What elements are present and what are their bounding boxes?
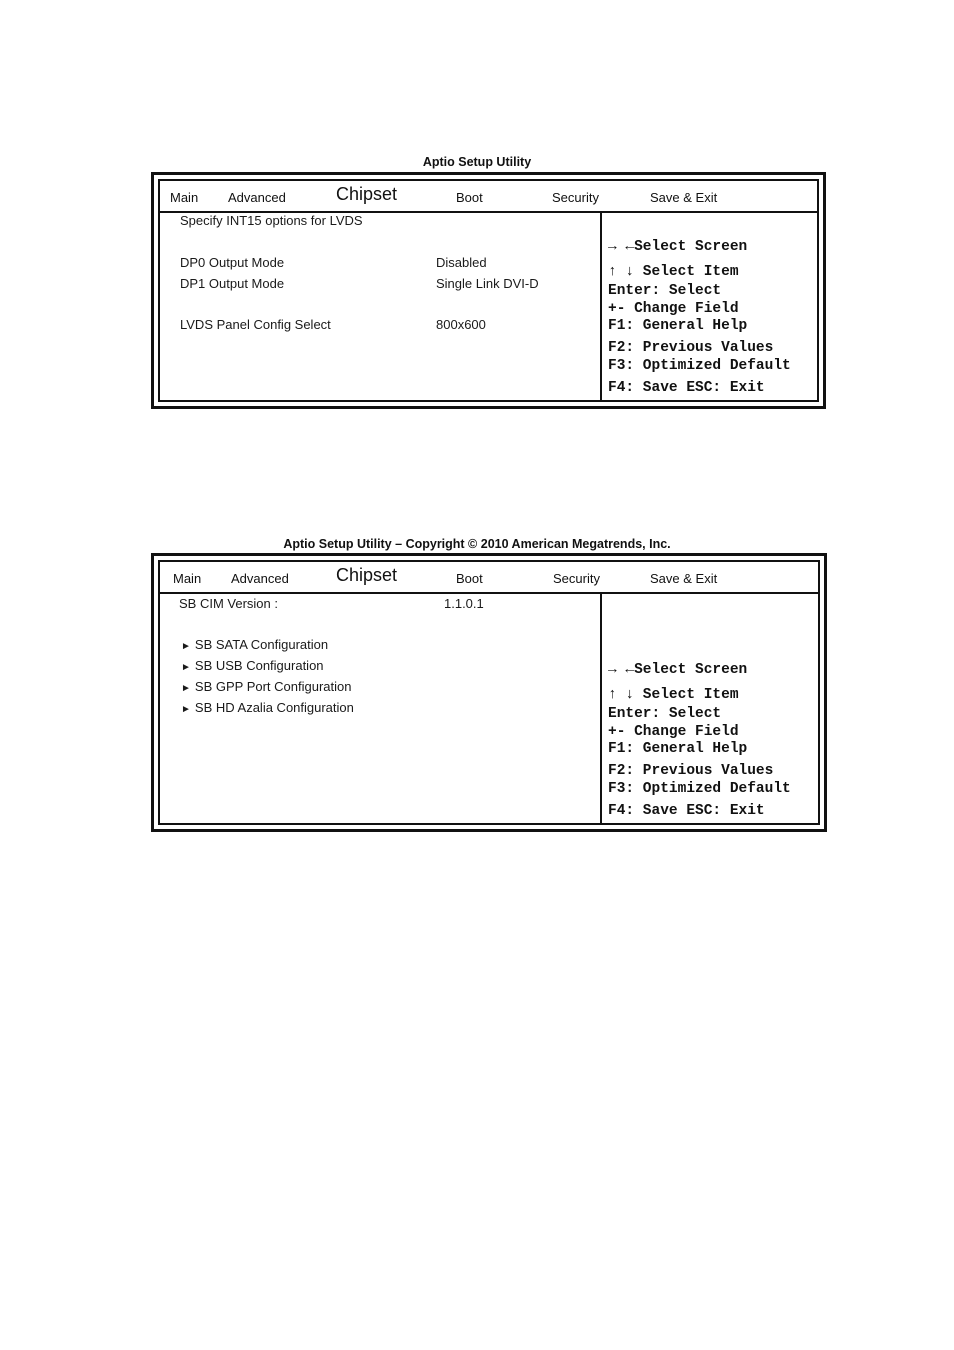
- submenu-arrow-icon: ►: [181, 683, 191, 694]
- help-enter-select: Enter: Select: [608, 706, 722, 722]
- help-previous-values: F2: Previous Values: [608, 763, 774, 779]
- tab-save-exit[interactable]: Save & Exit: [650, 571, 718, 586]
- help-save-exit: F4: Save ESC: Exit: [608, 803, 765, 819]
- submenu-label: SB GPP Port Configuration: [194, 679, 352, 694]
- dp1-output-mode-label[interactable]: DP1 Output Mode: [180, 276, 285, 291]
- help-enter-select: Enter: Select: [608, 283, 722, 299]
- tab-save-exit[interactable]: Save & Exit: [650, 190, 718, 205]
- sb-cim-version-label: SB CIM Version :: [179, 596, 278, 611]
- screen2-caption: Aptio Setup Utility – Copyright © 2010 American Megatrends, Inc.: [283, 537, 671, 551]
- submenu-sb-usb-configuration[interactable]: [181, 658, 324, 673]
- help-select-item: ↑ ↓ Select Item: [608, 264, 739, 280]
- help-general-help: F1: General Help: [608, 318, 748, 334]
- submenu-label: SB SATA Configuration: [194, 637, 329, 652]
- lvds-panel-config-value[interactable]: 800x600: [436, 317, 486, 332]
- submenu-sb-hd-azalia-configuration[interactable]: [181, 700, 354, 715]
- help-optimized-default: F3: Optimized Default: [608, 358, 791, 374]
- submenu-arrow-icon: ►: [181, 662, 191, 673]
- tab-chipset[interactable]: Chipset: [336, 184, 398, 204]
- bios-screen-2: [151, 553, 827, 832]
- help-optimized-default: F3: Optimized Default: [608, 781, 791, 797]
- tab-main[interactable]: Main: [170, 190, 199, 205]
- tab-boot[interactable]: Boot: [456, 571, 483, 586]
- bios-screen-1: [151, 172, 826, 409]
- help-save-exit: F4: Save ESC: Exit: [608, 380, 765, 396]
- dp0-output-mode-value[interactable]: Disabled: [436, 255, 487, 270]
- help-change-field: +- Change Field: [608, 724, 739, 740]
- screen2-frame: [158, 560, 820, 825]
- dp0-output-mode-label[interactable]: DP0 Output Mode: [180, 255, 285, 270]
- tab-advanced[interactable]: Advanced: [231, 571, 289, 586]
- tab-chipset[interactable]: Chipset: [336, 565, 398, 585]
- screen2-menu-bar: [160, 562, 818, 594]
- tab-boot[interactable]: Boot: [456, 190, 483, 205]
- sb-cim-version-value: 1.1.0.1: [444, 596, 484, 611]
- screen1-help-pane: [602, 213, 817, 400]
- submenu-sb-gpp-port-configuration[interactable]: [181, 679, 351, 694]
- help-select-item: ↑ ↓ Select Item: [608, 687, 739, 703]
- submenu-label: SB HD Azalia Configuration: [194, 700, 354, 715]
- screen1-caption: Aptio Setup Utility: [422, 155, 532, 169]
- tab-security[interactable]: Security: [553, 571, 600, 586]
- lvds-panel-config-label[interactable]: LVDS Panel Config Select: [180, 317, 331, 332]
- tab-advanced[interactable]: Advanced: [228, 190, 286, 205]
- tab-security[interactable]: Security: [552, 190, 599, 205]
- screen2-settings-pane: [160, 594, 602, 823]
- dp1-output-mode-value[interactable]: Single Link DVI-D: [436, 276, 539, 291]
- help-previous-values: F2: Previous Values: [608, 340, 774, 356]
- help-select-screen: → ←Select Screen: [608, 239, 748, 255]
- submenu-arrow-icon: ►: [181, 641, 191, 652]
- help-select-screen: → ←Select Screen: [608, 662, 748, 678]
- submenu-sb-sata-configuration[interactable]: [181, 637, 328, 652]
- setting-description: Specify INT15 options for LVDS: [180, 213, 363, 228]
- submenu-arrow-icon: ►: [181, 704, 191, 715]
- help-change-field: +- Change Field: [608, 301, 739, 317]
- screen1-frame: [158, 179, 819, 402]
- tab-main[interactable]: Main: [173, 571, 202, 586]
- submenu-label: SB USB Configuration: [194, 658, 324, 673]
- screen1-menu-bar: [160, 181, 817, 213]
- help-general-help: F1: General Help: [608, 741, 748, 757]
- screen2-help-pane: [602, 594, 818, 823]
- screen1-settings-pane: [160, 213, 602, 400]
